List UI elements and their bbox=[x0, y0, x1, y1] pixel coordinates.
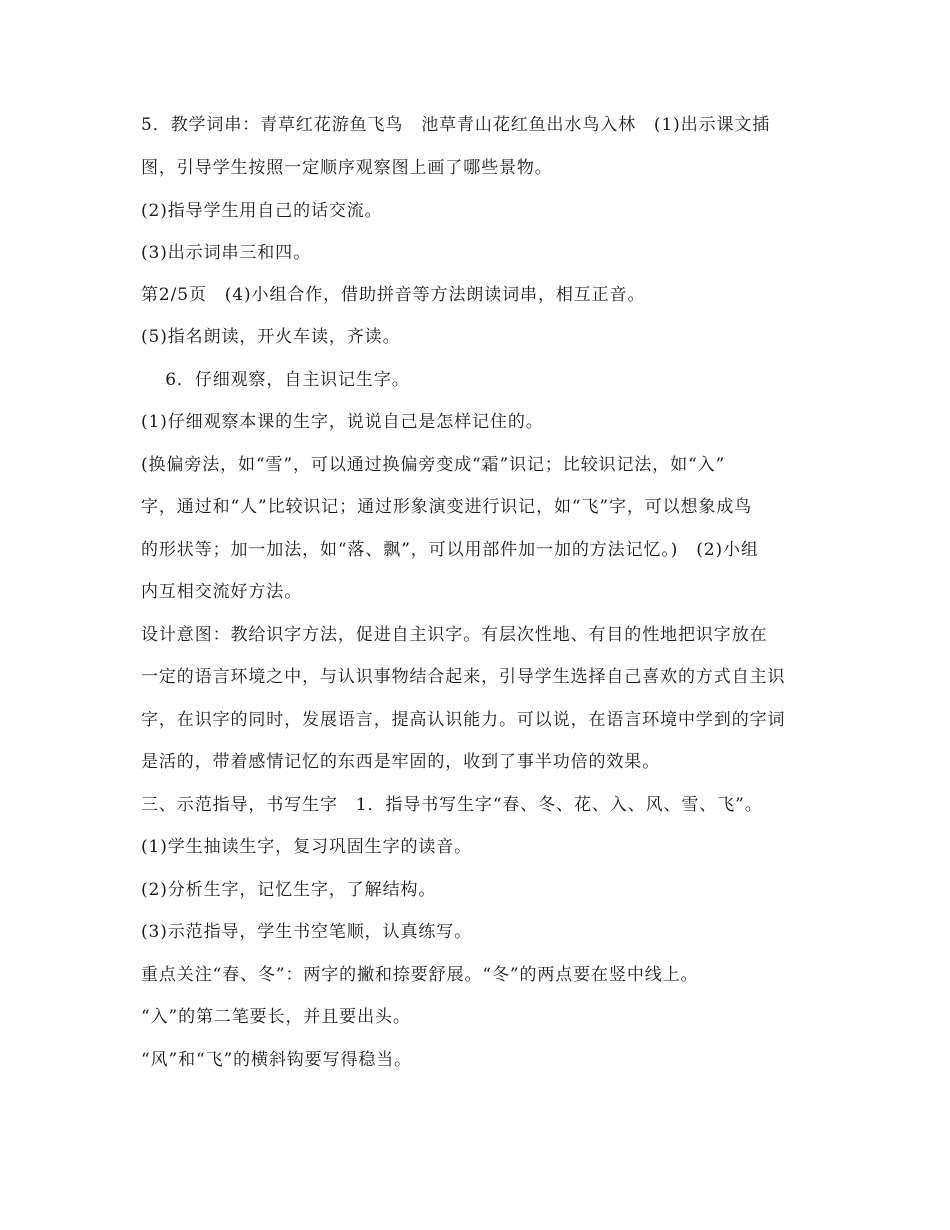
text-line-19: (2)分析生字，记忆生字，了解结构。 bbox=[141, 880, 437, 900]
text-line-6: (5)指名朗读，开火车读，齐读。 bbox=[141, 327, 401, 347]
text-line-5: 第2/5页 (4)小组合作，借助拼音等方法朗读词串，相互正音。 bbox=[141, 285, 646, 305]
text-line-14: 一定的语言环境之中，与认识事物结合起来，引导学生选择自己喜欢的方式自主识 bbox=[141, 667, 786, 687]
text-line-13: 设计意图：教给识字方法，促进自主识字。有层次性地、有目的性地把识字放在 bbox=[141, 625, 768, 645]
text-line-21: 重点关注“春、冬”：两字的撇和捺要舒展。“冬”的两点要在竖中线上。 bbox=[141, 965, 699, 985]
text-line-10: 字，通过和“人”比较识记；通过形象演变进行识记，如“飞”字，可以想象成鸟 bbox=[141, 497, 753, 517]
text-line-8: (1)仔细观察本课的生字，说说自己是怎样记住的。 bbox=[141, 412, 544, 432]
text-line-9: (换偏旁法，如“雪”，可以通过换偏旁变成“霜”识记；比较识记法，如“入” bbox=[141, 455, 726, 475]
text-line-22: “入”的第二笔要长，并且要出头。 bbox=[141, 1007, 411, 1027]
text-line-12: 内互相交流好方法。 bbox=[141, 582, 303, 602]
text-line-20: (3)示范指导，学生书空笔顺，认真练写。 bbox=[141, 922, 473, 942]
text-line-2: 图，引导学生按照一定顺序观察图上画了哪些景物。 bbox=[141, 158, 553, 178]
text-line-1: 5．教学词串：青草红花游鱼飞鸟 池草青山花红鱼出水鸟入林 (1)出示课文插 bbox=[141, 115, 771, 135]
text-line-15: 字，在识字的同时，发展语言，提高认识能力。可以说，在语言环境中学到的字词 bbox=[141, 710, 786, 730]
text-line-17: 三、示范指导，书写生字 1．指导书写生字“春、冬、花、入、风、雪、飞”。 bbox=[141, 795, 763, 815]
text-line-3: (2)指导学生用自己的话交流。 bbox=[141, 201, 383, 221]
text-line-23: “风”和“飞”的横斜钩要写得稳当。 bbox=[141, 1050, 413, 1070]
text-line-16: 是活的，带着感情记忆的东西是牢固的，收到了事半功倍的效果。 bbox=[141, 752, 661, 772]
text-line-11: 的形状等；加一加法，如“落、飘”，可以用部件加一加的方法记忆。) (2)小组 bbox=[141, 540, 759, 560]
text-line-7: 6．仔细观察，自主识记生字。 bbox=[141, 370, 410, 390]
text-line-4: (3)出示词串三和四。 bbox=[141, 243, 311, 263]
text-line-18: (1)学生抽读生字，复习巩固生字的读音。 bbox=[141, 837, 473, 857]
